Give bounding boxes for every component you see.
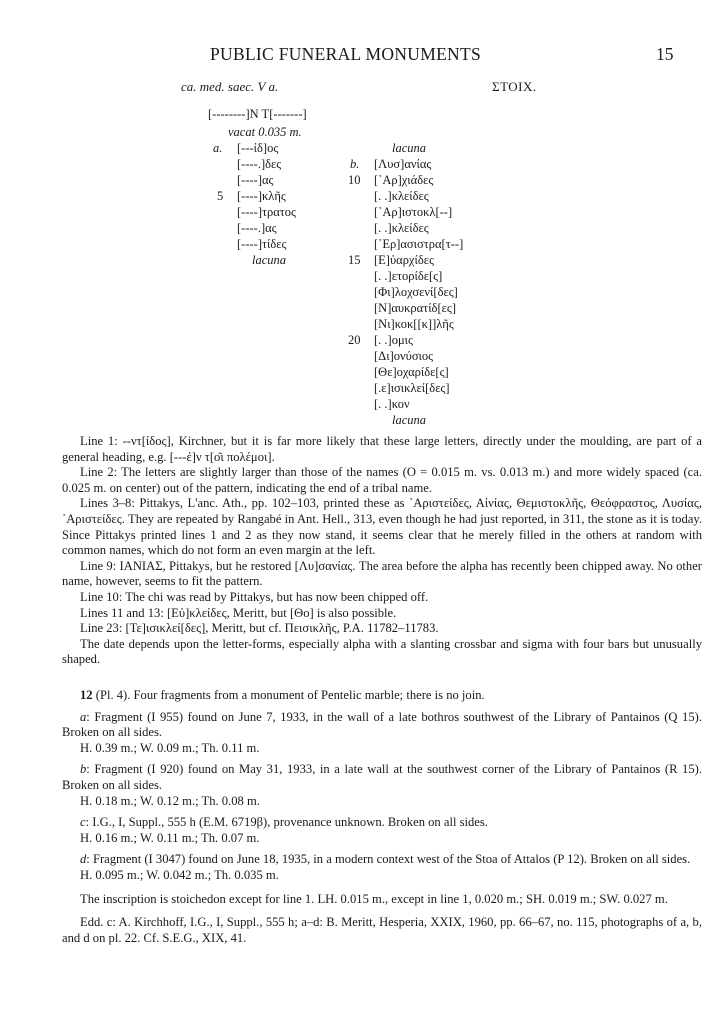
fragment-description: : Fragment (I 3047) found on June 18, 1935, in a modern context west of the Stoa of Attalos (P 12). Broken on all sides. bbox=[86, 852, 691, 867]
column-b-lacuna: lacuna bbox=[392, 413, 427, 427]
fragment-label: c bbox=[80, 815, 86, 830]
fragment-c bbox=[62, 815, 702, 831]
fragment-description: : I.G., I, Suppl., 555 h (E.M. 6719β), provenance unknown. Broken on all sides. bbox=[85, 815, 488, 830]
line-number-10: 10 bbox=[348, 173, 361, 187]
fragment-b bbox=[62, 762, 702, 793]
column-a-line: [----]τρατος bbox=[237, 205, 297, 219]
column-b-line: [Λυσ]ανίας bbox=[374, 157, 432, 171]
column-b-line: [. .]ομις bbox=[374, 333, 413, 347]
column-b-line: [Νι]κοκ[[κ]]λῆς bbox=[374, 317, 454, 331]
entry-number: 12 bbox=[80, 688, 93, 702]
column-b-line: [᾽Αρ]χιάδες bbox=[374, 173, 434, 187]
vacat-note: vacat 0.035 m. bbox=[228, 125, 302, 139]
column-b-label: b. bbox=[350, 157, 360, 171]
commentary-line-10: Line 10: The chi was read by Pittakys, but has now been chipped off. bbox=[80, 589, 429, 604]
editions-note: Edd. c: A. Kirchhoff, I.G., I, Suppl., 555 h; a–d: B. Meritt, Hesperia, XXIX, 1960, pp. 66–67, no. 115, photographs of a, b, and d on pl. 22. Cf. S.E.G., XIX, 41. bbox=[62, 915, 702, 945]
line-number-20: 20 bbox=[348, 333, 361, 347]
fragment-label: a bbox=[80, 709, 87, 724]
commentary-line-2: Line 2: The letters are slightly larger than those of the names (O = 0.015 m. vs. 0.013 m.) and more widely spaced (ca. 0.025 m. on center) out of the pattern, indicating the end of a tribal name. bbox=[62, 465, 702, 495]
column-a-line: [----]κλῆς bbox=[237, 189, 286, 203]
fragment-measures: H. 0.39 m.; W. 0.09 m.; Th. 0.11 m. bbox=[80, 740, 260, 755]
column-a-line: [----]ας bbox=[237, 173, 274, 187]
line-number-5: 5 bbox=[217, 189, 224, 203]
stoichedon-marker: ΣΤΟΙΧ. bbox=[492, 79, 537, 94]
stoichedon-note: The inscription is stoichedon except for line 1. LH. 0.015 m., except in line 1, 0.020 m.; SH. 0.019 m.; SW. 0.027 m. bbox=[80, 891, 668, 906]
column-a-line: [----.]δες bbox=[237, 157, 282, 171]
fragment-measures: H. 0.16 m.; W. 0.11 m.; Th. 0.07 m. bbox=[80, 830, 260, 845]
column-b-line: [. .]κον bbox=[374, 397, 410, 411]
column-b-line: [᾽Ερ]ασιστρα[τ--] bbox=[374, 237, 464, 251]
commentary-lines-3-8: Lines 3–8: Pittakys, L'anc. Ath., pp. 102–103, printed these as ᾽Αριστείδες, Αἰνίας, Θεμιστοκλῆς, Θεόφραστος, Λυσίας, ᾽Αριστείδες. They are repeated by Rangabé in Ant. Hell., 313, even though he had just reported, in 311, the stone as it is today. Since Pittakys printed lines 1 and 2 as they now stand, it seems clear that he merely filled in the others at random with common names, which do not form an even margin at the left. bbox=[62, 496, 702, 558]
column-b-line: [. .]ετορίδε[ς] bbox=[374, 269, 443, 283]
commentary-line-9: Line 9: ΙΑΝΙΑΣ, Pittakys, but he restored [Λυ]σανίας. The area before the alpha has recently been chipped away. No other name, however, seems to fit the pattern. bbox=[62, 558, 702, 589]
fragment-measures: H. 0.095 m.; W. 0.042 m.; Th. 0.035 m. bbox=[80, 867, 279, 882]
line-number-15: 15 bbox=[348, 253, 361, 267]
fragment-a bbox=[62, 710, 702, 741]
column-b-line: [. .]κλείδες bbox=[374, 189, 429, 203]
page-number: 15 bbox=[656, 44, 674, 64]
inscription-date: ca. med. saec. V a. bbox=[181, 79, 279, 94]
entry-heading bbox=[62, 688, 702, 704]
column-a-label: a. bbox=[213, 141, 223, 155]
column-a-lacuna: lacuna bbox=[252, 253, 287, 267]
column-a-line: [----.]ας bbox=[237, 221, 277, 235]
fragment-measures: H. 0.18 m.; W. 0.12 m.; Th. 0.08 m. bbox=[80, 793, 260, 808]
commentary-date: The date depends upon the letter-forms, especially alpha with a slanting crossbar and sigma with four bars but unusually shaped. bbox=[62, 636, 702, 667]
column-b-line: [Ε]ὐαρχίδες bbox=[374, 253, 434, 267]
inscription-line-1: [--------]Ν Τ[-------] bbox=[208, 107, 307, 121]
commentary-line-23: Line 23: [Τε]ισικλεί[δες], Meritt, but cf. Πεισικλῆς, P.A. 11782–11783. bbox=[80, 621, 439, 636]
column-b-line: [Φι]λοχσενί[δες] bbox=[374, 285, 458, 299]
fragment-label: d bbox=[80, 852, 87, 867]
column-b-top-lacuna: lacuna bbox=[392, 141, 427, 155]
column-b-line: [᾽Αρ]ιστοκλ[--] bbox=[374, 205, 453, 219]
commentary bbox=[62, 434, 702, 668]
fragment-description: : Fragment (I 955) found on June 7, 1933, in the wall of a late bothros southwest of the Library of Pantainos (Q 15). Broken on all sides. bbox=[62, 709, 702, 740]
commentary-line-1: Line 1: --ντ[ίδος], Kirchner, but it is far more likely that these large letters, directly under the moulding, are part of a general heading, e.g. [---ἐ]ν τ[ο͂ι πολέμοι]. bbox=[62, 434, 702, 464]
fragment-description: : Fragment (I 920) found on May 31, 1933, in a late wall at the southwest corner of the Library of Pantainos (R 15). Broken on all sides. bbox=[62, 762, 702, 792]
column-b-line: [. .]κλείδες bbox=[374, 221, 429, 235]
entry-intro: (Pl. 4). Four fragments from a monument of Pentelic marble; there is no join. bbox=[95, 688, 485, 702]
column-a-line: [---ίδ]ος bbox=[237, 141, 279, 155]
commentary-lines-11-13: Lines 11 and 13: [Εὐ]κλείδες, Meritt, but [Θο] is also possible. bbox=[80, 605, 397, 620]
column-b-line: [Θε]οχαρίδε[ς] bbox=[374, 365, 449, 379]
column-a-line: [----]τίδες bbox=[237, 237, 287, 251]
column-b-line: [.ε]ισικλεί[δες] bbox=[374, 381, 450, 395]
running-head-title: PUBLIC FUNERAL MONUMENTS bbox=[210, 44, 482, 64]
column-b-line: [Ν]αυκρατίδ[ες] bbox=[374, 301, 456, 315]
entry-12 bbox=[62, 688, 702, 946]
column-b-line: [Δι]ονύσιος bbox=[374, 349, 434, 363]
fragment-label: b bbox=[80, 762, 87, 777]
fragment-d bbox=[62, 852, 702, 868]
